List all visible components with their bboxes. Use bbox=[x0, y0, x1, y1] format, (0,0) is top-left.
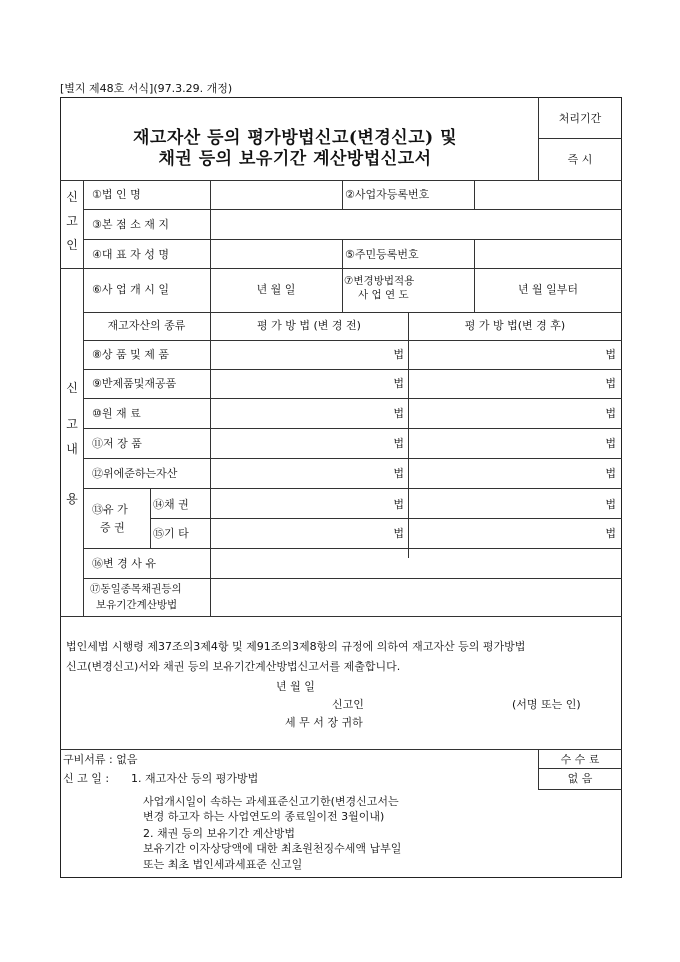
after-method-unit: 법 bbox=[605, 498, 616, 511]
declaration-sign: (서명 또는 인) bbox=[512, 698, 581, 711]
content-side-label-4: 용 bbox=[66, 492, 78, 506]
item-label: ⑩원 재 료 bbox=[92, 407, 141, 420]
others-label: ⑮기 타 bbox=[153, 527, 189, 540]
form-reference: [별지 제48호 서식](97.3.29. 개정) bbox=[60, 82, 233, 95]
rep-name-label: ④대 표 자 성 명 bbox=[92, 248, 169, 261]
item-label: ⑫위에준하는자산 bbox=[92, 467, 178, 480]
change-reason-label: ⑯변 경 사 유 bbox=[92, 557, 156, 570]
before-method-unit: 법 bbox=[393, 437, 404, 450]
item-label: ⑪저 장 품 bbox=[92, 437, 142, 450]
form-title-line2: 채권 등의 보유기간 계산방법신고서 bbox=[158, 149, 432, 169]
deadline-item-1b: 변경 하고자 하는 사업연도의 종료일이전 3월이내) bbox=[143, 810, 385, 823]
before-method-unit: 법 bbox=[393, 377, 404, 390]
deadline-item-2a: 보유기간 이자상당액에 대한 최초원천징수세액 납부일 bbox=[143, 842, 402, 855]
content-side-label-2: 고 bbox=[66, 417, 78, 431]
after-method-unit: 법 bbox=[605, 377, 616, 390]
biz-start-label: ⑥사 업 개 시 일 bbox=[92, 283, 169, 296]
item-label: ⑧상 품 및 제 품 bbox=[92, 348, 169, 361]
content-side-label-3: 내 bbox=[66, 442, 78, 456]
content-side-label-1: 신 bbox=[66, 381, 78, 395]
change-year-label-2: 사 업 연 도 bbox=[358, 289, 409, 301]
deadline-item-1a: 사업개시일이 속하는 과세표준신고기한(변경신고서는 bbox=[143, 795, 399, 808]
deadline-item-1: 1. 재고자산 등의 평가방법 bbox=[131, 772, 259, 785]
processing-period-value: 즉 시 bbox=[567, 153, 593, 166]
deadline-label: 신 고 일 : bbox=[63, 772, 110, 785]
declaration-date: 년 월 일 bbox=[276, 680, 315, 693]
after-method-unit: 법 bbox=[605, 527, 616, 540]
biz-start-value: 년 월 일 bbox=[256, 283, 296, 296]
holding-method-label-2: 보유기간계산방법 bbox=[96, 599, 178, 611]
declaration-text-1: 법인세법 시행령 제37조의3제4항 및 제91조의3제8항의 규정에 의하여 재고자산 등의 평가방법 bbox=[66, 640, 526, 653]
after-method-unit: 법 bbox=[605, 467, 616, 480]
before-method-unit: 법 bbox=[393, 467, 404, 480]
required-docs: 구비서류 : 없음 bbox=[63, 753, 138, 766]
reporter-side-label-1: 신 bbox=[66, 190, 78, 204]
before-method-unit: 법 bbox=[393, 527, 404, 540]
biz-reg-no-label: ②사업자등록번호 bbox=[345, 188, 430, 201]
before-method-unit: 법 bbox=[393, 498, 404, 511]
after-method-unit: 법 bbox=[605, 437, 616, 450]
corp-name-label: ①법 인 명 bbox=[92, 188, 141, 201]
bonds-label: ⑭채 권 bbox=[153, 498, 189, 511]
change-year-label-1: ⑦변경방법적용 bbox=[344, 275, 415, 287]
securities-label-2: 증 권 bbox=[100, 521, 125, 534]
securities-label-1: ⑬유 가 bbox=[92, 503, 128, 516]
inventory-type-header: 재고자산의 종류 bbox=[107, 319, 186, 332]
reporter-side-label-3: 인 bbox=[66, 238, 78, 252]
before-method-unit: 법 bbox=[393, 407, 404, 420]
declaration-text-2: 신고(변경신고)서와 채권 등의 보유기간계산방법신고서를 제출합니다. bbox=[66, 660, 401, 673]
deadline-item-2: 2. 채권 등의 보유기간 계산방법 bbox=[143, 827, 295, 840]
fee-value: 없 음 bbox=[567, 772, 593, 785]
hq-address-label: ③본 점 소 재 지 bbox=[92, 218, 169, 231]
deadline-item-2b: 또는 최초 법인세과세표준 신고일 bbox=[143, 858, 303, 871]
processing-period-label: 처리기간 bbox=[558, 112, 602, 125]
holding-method-label-1: ⑰동일종목채권등의 bbox=[90, 583, 182, 595]
before-method-unit: 법 bbox=[393, 348, 404, 361]
after-method-header: 평 가 방 법(변 경 후) bbox=[464, 319, 566, 332]
declaration-reporter: 신고인 bbox=[332, 698, 364, 711]
change-year-value: 년 월 일부터 bbox=[517, 283, 579, 296]
before-method-header: 평 가 방 법 (변 경 전) bbox=[257, 319, 361, 332]
form-title-line1: 재고자산 등의 평가방법신고(변경신고) 및 bbox=[132, 128, 458, 148]
item-label: ⑨반제품및재공품 bbox=[92, 377, 177, 390]
reporter-side-label-2: 고 bbox=[66, 214, 78, 228]
declaration-addressee: 세 무 서 장 귀하 bbox=[285, 716, 363, 729]
after-method-unit: 법 bbox=[605, 348, 616, 361]
resident-no-label: ⑤주민등록번호 bbox=[345, 248, 419, 261]
fee-label: 수 수 료 bbox=[560, 753, 600, 766]
after-method-unit: 법 bbox=[605, 407, 616, 420]
